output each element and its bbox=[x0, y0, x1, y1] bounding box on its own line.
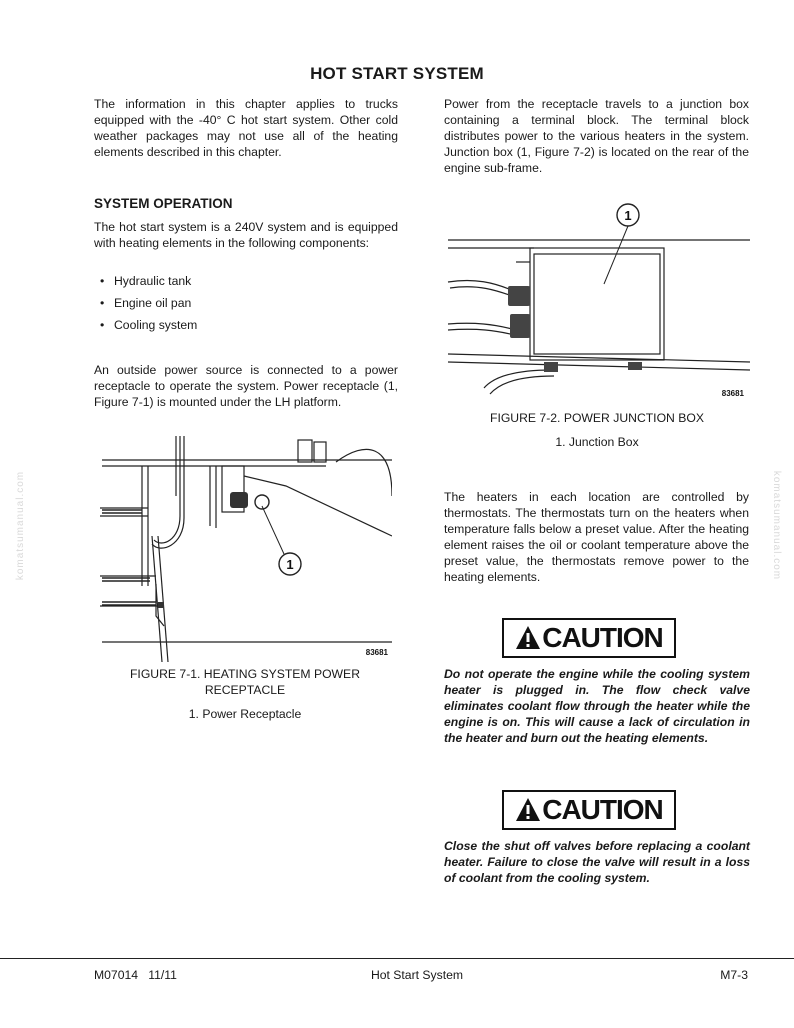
section-heading: SYSTEM OPERATION bbox=[94, 196, 233, 211]
figure-7-2-legend: 1. Junction Box bbox=[555, 435, 639, 449]
intro-column bbox=[94, 96, 398, 160]
power-paragraph: Power from the receptacle travels to a junction box containing a terminal block. The terminal block distributes power to the various heaters in the system. Junction box (1, Figure 7-2) is located on the rear of the engine sub-frame. bbox=[444, 97, 749, 175]
caution-text: Close the shut off valves before replacing a coolant heater. Failure to close the valve will result in a loss of coolant from the cooling system. bbox=[444, 839, 750, 885]
component-label: Hydraulic tank bbox=[114, 274, 192, 288]
figure-7-1-caption: FIGURE 7-1. HEATING SYSTEM POWER RECEPTACLE bbox=[129, 667, 360, 697]
figure-7-1-drawing bbox=[96, 436, 392, 662]
bullet-icon: • bbox=[100, 296, 105, 310]
component-label: Cooling system bbox=[114, 318, 198, 332]
footer-doc-id: M07014 11/11 bbox=[94, 968, 177, 982]
figure-callout-number: 1 bbox=[624, 208, 632, 223]
component-list bbox=[94, 273, 197, 339]
component-label: Engine oil pan bbox=[114, 296, 192, 310]
caution-label: CAUTION bbox=[542, 622, 663, 653]
outside-power-block bbox=[94, 362, 398, 410]
warning-triangle-icon bbox=[515, 797, 541, 823]
caution-text: Do not operate the engine while the cooling system heater is plugged in. The flow check valve eliminates coolant flow through the heater while the engine is on. This will cause a lack of circulation in the heater and burn out the heating elements. bbox=[444, 667, 750, 745]
caution-label-box bbox=[502, 618, 676, 658]
figure-7-2-caption: FIGURE 7-2. POWER JUNCTION BOX bbox=[490, 411, 704, 425]
page-title: HOT START SYSTEM bbox=[310, 64, 484, 83]
caution-label-box bbox=[502, 790, 676, 830]
caution-label: CAUTION bbox=[542, 794, 663, 825]
list-item bbox=[94, 317, 197, 339]
watermark-right: komatsumanual.com bbox=[771, 470, 783, 581]
figure-callout-number: 1 bbox=[286, 557, 294, 572]
list-item bbox=[94, 273, 197, 295]
system-intro-block bbox=[94, 219, 398, 251]
system-intro-paragraph: The hot start system is a 240V system and is equipped with heating elements in the following components: bbox=[94, 220, 398, 250]
figure-image-code: 83681 bbox=[365, 648, 388, 657]
figure-image-code: 83681 bbox=[721, 389, 744, 398]
bullet-icon: • bbox=[100, 274, 105, 288]
power-column bbox=[444, 96, 749, 176]
heaters-block bbox=[444, 489, 749, 585]
warning-triangle-icon bbox=[515, 625, 541, 651]
watermark-left: komatsumanual.com bbox=[15, 470, 27, 581]
footer-page-number: M7-3 bbox=[720, 968, 748, 982]
intro-paragraph: The information in this chapter applies to trucks equipped with the -40° C hot start system. Other cold weather packages may not use all of the heating elements described in this chapter. bbox=[94, 97, 398, 159]
bullet-icon: • bbox=[100, 318, 105, 332]
figure-7-1-legend: 1. Power Receptacle bbox=[188, 707, 302, 721]
heaters-paragraph: The heaters in each location are controlled by thermostats. The thermostats turn on the heaters when temperature falls below a preset value. After the heating element raises the oil or coolant temperature above the preset value, the thermostats remove power to the heating elements. bbox=[444, 490, 749, 584]
figure-7-2-drawing bbox=[444, 198, 750, 404]
footer-divider bbox=[0, 958, 794, 959]
list-item bbox=[94, 295, 197, 317]
footer-section: Hot Start System bbox=[370, 968, 464, 982]
outside-power-paragraph: An outside power source is connected to a power receptacle to operate the system. Power receptacle (1, Figure 7-1) is mounted under the LH platform. bbox=[94, 363, 398, 409]
